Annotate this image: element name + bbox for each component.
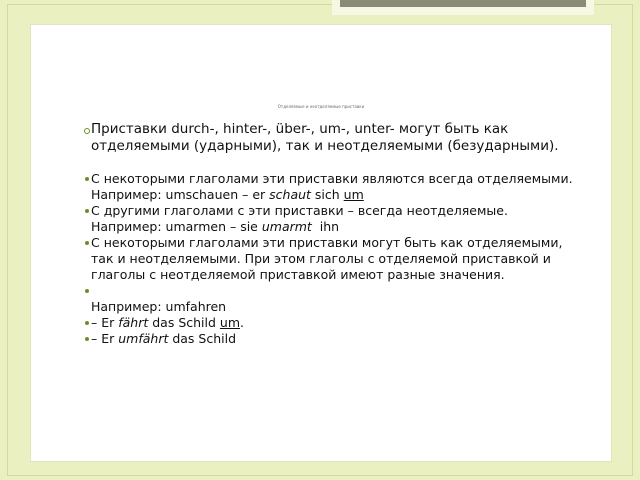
example-italic: umarmt (261, 219, 312, 234)
example-text: sich (310, 187, 344, 202)
example-italic: umfährt (118, 331, 169, 346)
example-italic: fährt (118, 315, 149, 330)
example-text: Например: umarmen – sie (91, 219, 262, 234)
list-item (60, 331, 580, 347)
example-text: das Schild (168, 331, 237, 346)
list-item (60, 235, 580, 283)
list-item (60, 121, 580, 155)
item-text: С некоторыми глаголами эти приставки являются всегда отделяемыми. (91, 171, 573, 186)
example-text: . (240, 315, 244, 330)
list-item (60, 171, 580, 203)
list-item (60, 283, 580, 315)
example-text: – Er (91, 315, 119, 330)
bullet-list (60, 121, 580, 347)
slide-title: Отделяемые и неотделяемые приставки (277, 104, 365, 109)
example-text: ihn (311, 219, 340, 234)
example-text: – Er (91, 331, 119, 346)
first-item-text: Приставки durch-, hinter-, über-, um-, unter- могут быть как отделяемыми (ударными), так и неотделяемыми (безударными). (91, 121, 559, 154)
list-item (60, 203, 580, 235)
top-tab-bar (340, 0, 586, 7)
example-underlined: um (343, 187, 364, 202)
top-tab (332, 0, 594, 15)
example-italic: schaut (269, 187, 311, 202)
example-text: Например: umschauen – er (91, 187, 270, 202)
item-text: С некоторыми глаголами эти приставки могут быть как отделяемыми, так и неотделяемыми. При этом глаголы с отделяемой приставкой и глаголы с неотделяемой приставкой имеют разные значения. (91, 235, 563, 282)
list-item (60, 315, 580, 331)
example-text: das Schild (148, 315, 220, 330)
example-text: Например: umfahren (91, 299, 227, 314)
item-text: С другими глаголами с эти приставки – всегда неотделяемые. (91, 203, 508, 218)
example-underlined: um (219, 315, 241, 330)
